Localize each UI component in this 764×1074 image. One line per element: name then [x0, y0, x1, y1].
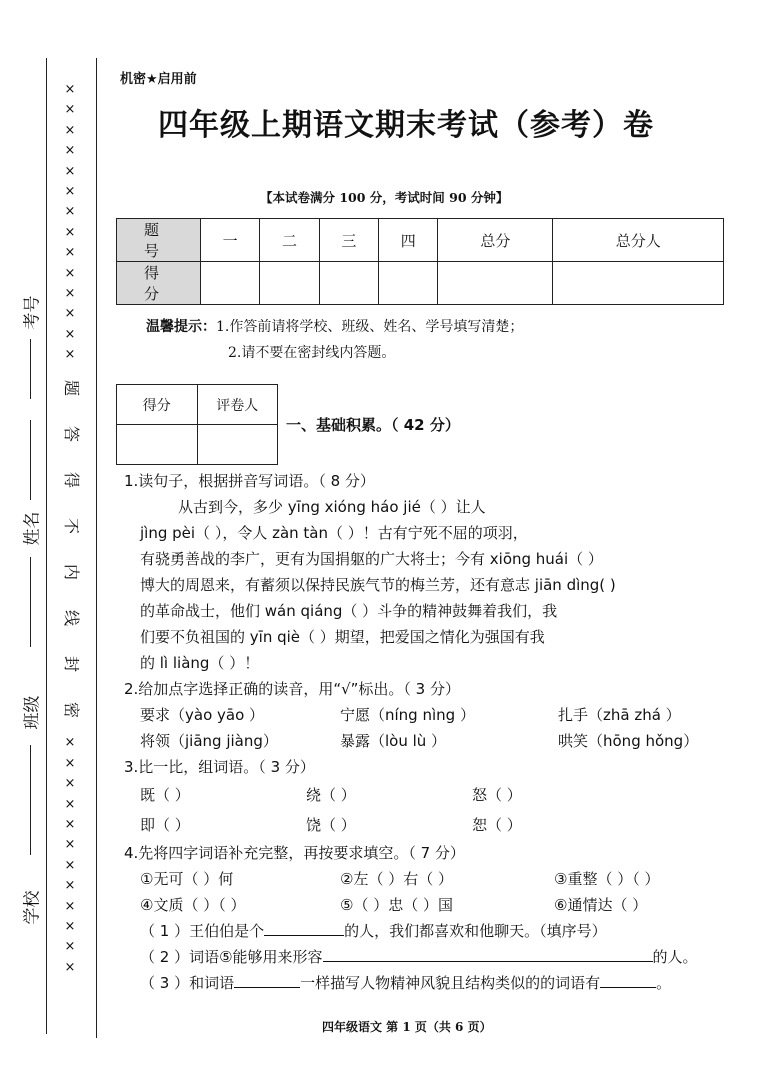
q4-item[interactable]: ⑥通情达（ ）: [554, 896, 648, 914]
name-label: 姓名: [22, 511, 43, 546]
q1-line: 们要不负祖国的 yīn qiè（ ）期望，把爱国之情化为强国有我: [140, 628, 545, 646]
score-table-header-row: [117, 219, 724, 262]
confidential-label: 机密★启用前: [120, 72, 197, 87]
seal-char: 得: [62, 472, 82, 489]
q3-row: [124, 780, 730, 810]
seal-x-mark: ×: [64, 918, 76, 934]
exam-number-field[interactable]: [18, 295, 43, 399]
name-field[interactable]: [18, 420, 42, 647]
seal-char: 题: [62, 380, 82, 397]
q4-item[interactable]: ④文质（ ）（ ）: [140, 896, 246, 914]
cell-part-3: 三: [319, 219, 378, 262]
tips-label: 温馨提示：: [146, 319, 216, 335]
seal-x-mark: ×: [64, 817, 76, 833]
q2-item[interactable]: 宁愿（níng nìng ）: [340, 706, 475, 724]
cell-score-label: 得 分: [117, 262, 201, 305]
score-input-total-grader[interactable]: [553, 262, 724, 305]
q4-item[interactable]: ⑤（ ）忠（ ）国: [340, 896, 453, 914]
q4-sub-3-blank-2[interactable]: [600, 970, 656, 988]
q3-title: 3.比一比，组词语。（ 3 分）: [124, 758, 315, 776]
score-input-total[interactable]: [438, 262, 553, 305]
q2-item[interactable]: 暴露（lòu lù ）: [340, 732, 447, 750]
q4-row: [124, 892, 730, 918]
seal-x-mark: ×: [64, 245, 76, 261]
section-1-title: 一、基础积累。（ 42 分）: [286, 416, 460, 434]
seal-char: 密: [62, 702, 82, 719]
class-label: 班级: [22, 695, 43, 730]
seal-x-mark: ×: [64, 878, 76, 894]
q2-row: [124, 728, 730, 754]
q4-sub-2: （ 2 ）词语⑤能够用来形容 的人。: [124, 944, 730, 970]
seal-x-mark: ×: [64, 347, 76, 363]
seal-x-mark: ×: [64, 857, 76, 873]
q1-line: 有骁勇善战的李广，更有为国捐躯的广大将士；今有 xiōng huái（ ）: [140, 550, 603, 568]
q1-line: 博大的周恩来，有蓄须以保持民族气节的梅兰芳，还有意志 jiān dìng( ): [140, 576, 616, 594]
seal-x-mark: ×: [64, 776, 76, 792]
q2-item[interactable]: 要求（yào yāo ）: [140, 706, 265, 724]
grader-score-input[interactable]: [117, 425, 198, 465]
seal-char: 封: [62, 656, 82, 673]
q4-sub-1: （ 1 ）王伯伯是个 的人，我们都喜欢和他聊天。（填序号）: [124, 918, 730, 944]
q1-line: 的革命战士，他们 wán qiáng（ ）斗争的精神鼓舞着我们，我: [140, 602, 558, 620]
q3-item[interactable]: 既（ ）: [140, 786, 190, 804]
score-input-3[interactable]: [319, 262, 378, 305]
seal-x-mark: ×: [64, 204, 76, 220]
class-field[interactable]: [18, 695, 43, 855]
q1-line: 的 lì liàng（ ）！: [140, 654, 260, 672]
seal-line-column: [62, 80, 82, 978]
q2-row: [124, 702, 730, 728]
seal-x-mark: ×: [64, 265, 76, 281]
grader-score-label: 得分: [117, 385, 198, 425]
seal-x-mark: ×: [64, 82, 76, 97]
q4-title: 4.先将四字词语补充完整，再按要求填空。（ 7 分）: [124, 844, 465, 862]
q3-row: [124, 810, 730, 840]
seal-x-mark: ×: [64, 959, 76, 975]
cell-question-no: 题 号: [117, 219, 201, 262]
seal-x-mark: ×: [64, 735, 76, 751]
q1-line: jìng pèi（ ），令人 zàn tàn（ ）！古有宁死不屈的项羽，: [140, 524, 528, 542]
q4-item[interactable]: ②左（ ）右（ ）: [340, 870, 453, 888]
page-title: 四年级上期语文期末考试（参考）卷: [158, 108, 654, 143]
score-input-2[interactable]: [260, 262, 319, 305]
cell-total-grader: 总分人: [553, 219, 724, 262]
school-label: 学校: [22, 890, 43, 925]
q4-row: [124, 866, 730, 892]
seal-x-mark: ×: [64, 939, 76, 955]
seal-x-mark: ×: [64, 224, 76, 240]
q4-sub-1-blank[interactable]: [264, 918, 344, 936]
q3-item[interactable]: 饶（ ）: [306, 816, 356, 834]
score-table: [116, 218, 724, 305]
q2-item[interactable]: 将领（jiāng jiàng）: [140, 732, 278, 750]
seal-x-mark: ×: [64, 898, 76, 914]
seal-x-mark: ×: [64, 326, 76, 342]
seal-x-mark: ×: [64, 163, 76, 179]
cell-total: 总分: [438, 219, 553, 262]
seal-x-mark: ×: [64, 143, 76, 159]
cell-part-2: 二: [260, 219, 319, 262]
seal-x-mark: ×: [64, 755, 76, 771]
q2-item[interactable]: 哄笑（hōng hǒng）: [558, 732, 699, 750]
q1-line: 从古到今，多少 yīng xióng háo jié（ ）让人: [178, 498, 486, 516]
seal-x-mark: ×: [64, 285, 76, 301]
seal-x-mark: ×: [64, 102, 76, 118]
seal-char: 内: [62, 564, 82, 581]
q4-item[interactable]: ③重整（ ）（ ）: [554, 870, 660, 888]
seal-x-mark: ×: [64, 837, 76, 853]
seal-x-mark: ×: [64, 183, 76, 199]
page-footer: 四年级语文 第 1 页（共 6 页）: [322, 1020, 492, 1034]
tips-line-2: 2.请不要在密封线内答题。: [228, 345, 396, 361]
exam-note: 【本试卷满分 100 分，考试时间 90 分钟】: [260, 190, 509, 205]
q4-sub-3: （ 3 ）和词语 一样描写人物精神风貌且结构类似的的词语有 。: [124, 970, 730, 996]
score-input-4[interactable]: [379, 262, 438, 305]
q3-item[interactable]: 绕（ ）: [306, 786, 356, 804]
seal-char: 线: [62, 610, 82, 627]
grader-table: [116, 384, 278, 465]
q3-item[interactable]: 即（ ）: [140, 816, 190, 834]
score-table-score-row: [117, 262, 724, 305]
seal-char: 不: [62, 518, 82, 535]
exam-number-label: 考号: [22, 295, 43, 330]
q4-sub-3-blank-1[interactable]: [234, 970, 300, 988]
binding-line-inner: [96, 58, 97, 1038]
q4-item[interactable]: ①无可（ ）何: [140, 870, 234, 888]
q2-item[interactable]: 扎手（zhā zhá ）: [558, 706, 681, 724]
q2-title: 2.给加点字选择正确的读音，用“√”标出。（ 3 分）: [124, 680, 460, 698]
seal-x-mark: ×: [64, 122, 76, 138]
q4-sub-2-blank[interactable]: [323, 944, 653, 962]
score-input-1[interactable]: [201, 262, 260, 305]
seal-x-mark: ×: [64, 796, 76, 812]
q3-item[interactable]: 恕（ ）: [472, 816, 522, 834]
cell-part-4: 四: [379, 219, 438, 262]
school-field[interactable]: [18, 890, 43, 925]
seal-char: 答: [62, 426, 82, 443]
q1-title: 1.读句子，根据拼音写词语。（ 8 分）: [124, 472, 375, 490]
grader-name-input[interactable]: [197, 425, 278, 465]
cell-part-1: 一: [201, 219, 260, 262]
grader-name-label: 评卷人: [197, 385, 278, 425]
tips-line-1: 1.作答前请将学校、班级、姓名、学号填写清楚；: [216, 319, 524, 335]
tips-block: [146, 314, 523, 366]
seal-x-mark: ×: [64, 306, 76, 322]
questions-body: [124, 468, 730, 996]
binding-line-outer: [46, 58, 47, 1034]
q3-item[interactable]: 怒（ ）: [472, 786, 522, 804]
